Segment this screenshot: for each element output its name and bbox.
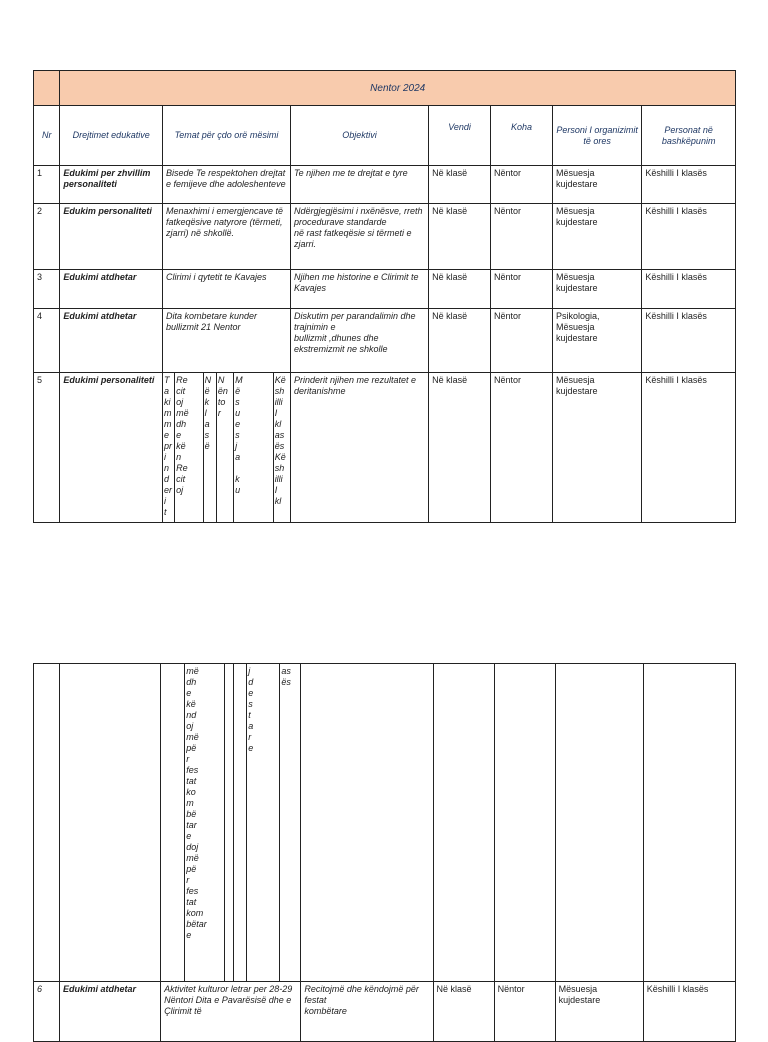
header-temat: Temat për çdo orë mësimi bbox=[162, 106, 290, 166]
cell-vendi: Në klasë bbox=[429, 204, 491, 270]
cell-nr: 1 bbox=[34, 166, 60, 204]
cell-tema: Clirimi i qytetit te Kavajes bbox=[162, 270, 290, 309]
cell-personat: Këshilli I klasës bbox=[642, 204, 736, 270]
sub-cell: Kë sh illi I kl as ës Kë sh illi I kl bbox=[273, 373, 290, 523]
cell-personi bbox=[555, 664, 643, 982]
header-drejtimet: Drejtimet edukative bbox=[60, 106, 163, 166]
cell-tema: Aktivitet kulturor letrar per 28-29 Nëntori Dita e Pavarësisë dhe e Çlirimit të bbox=[161, 982, 301, 1042]
sub-cell: N ën to r bbox=[216, 373, 233, 523]
cell-personat: Këshilli I klasës bbox=[642, 373, 736, 523]
cell-drejtimi bbox=[60, 664, 161, 982]
sub-cell bbox=[161, 664, 185, 982]
cell-koha: Nëntor bbox=[491, 204, 553, 270]
cell-objektivi: Prinderit njihen me rezultatet e deritanishme bbox=[290, 373, 428, 523]
sub-cell: j d e s t a r e bbox=[247, 664, 280, 982]
table-row bbox=[34, 204, 736, 270]
cell-vendi: Në klasë bbox=[429, 373, 491, 523]
plan-table-continued bbox=[33, 663, 736, 1042]
cell-objektivi: Njihen me historine e Clirimit te Kavajes bbox=[290, 270, 428, 309]
sub-cell: as ës bbox=[280, 664, 301, 982]
plan-table bbox=[33, 70, 736, 523]
cell-drejtimi: Edukimi atdhetar bbox=[60, 309, 163, 373]
cell-personat: Këshilli I klasës bbox=[642, 270, 736, 309]
table-row bbox=[34, 373, 736, 523]
month-title: Nentor 2024 bbox=[60, 71, 736, 106]
header-personat: Personat në bashkëpunim bbox=[642, 106, 736, 166]
table-row bbox=[34, 166, 736, 204]
cell-drejtimi: Edukimi atdhetar bbox=[60, 982, 161, 1042]
cell-drejtimi: Edukimi per zhvillim personaliteti bbox=[60, 166, 163, 204]
cell-vendi: Në klasë bbox=[429, 166, 491, 204]
table-row bbox=[34, 270, 736, 309]
cell-tema: Menaxhimi i emergjencave të fatkeqësive natyrore (tërmeti, zjarri) në shkollë. bbox=[162, 204, 290, 270]
cell-nr: 5 bbox=[34, 373, 60, 523]
cell-personat: Këshilli I klasës bbox=[642, 166, 736, 204]
header-koha: Koha bbox=[491, 106, 553, 166]
cell-vendi: Në klasë bbox=[429, 270, 491, 309]
cell-nr: 4 bbox=[34, 309, 60, 373]
cell-koha: Nëntor bbox=[491, 309, 553, 373]
cell-personi: Mësuesja kujdestare bbox=[552, 373, 641, 523]
cell-nr: 6 bbox=[34, 982, 60, 1042]
cell-nr bbox=[34, 664, 60, 982]
cell-koha: Nëntor bbox=[494, 982, 555, 1042]
cell-personat bbox=[643, 664, 735, 982]
cell-personi: Mësuesja kujdestare bbox=[552, 166, 641, 204]
cell-objektivi: Ndërgjegjësimi i nxënësve, rreth procedurave standarde në rast fatkeqësie si tërmeti e zjarri. bbox=[290, 204, 428, 270]
cell-personat: Këshilli I klasës bbox=[642, 309, 736, 373]
cell-objektivi: Te njihen me te drejtat e tyre bbox=[290, 166, 428, 204]
month-row-blank bbox=[34, 71, 60, 106]
table-row bbox=[34, 982, 736, 1042]
sub-cell: më dh e kë nd oj më pë r fes tat ko m bë tar e doj më pë r fes tat kom bëtar e bbox=[185, 664, 225, 982]
cell-drejtimi: Edukimi atdhetar bbox=[60, 270, 163, 309]
cell-drejtimi: Edukim personaliteti bbox=[60, 204, 163, 270]
cell-personi: Psikologia, Mësuesja kujdestare bbox=[552, 309, 641, 373]
table-row bbox=[34, 664, 736, 982]
cell-nr: 3 bbox=[34, 270, 60, 309]
cell-tema: Bisede Te respektohen drejtat e femijeve dhe adoleshenteve bbox=[162, 166, 290, 204]
cell-tema: Dita kombetare kunder bullizmit 21 Nentor bbox=[162, 309, 290, 373]
cell-koha: Nëntor bbox=[491, 166, 553, 204]
cell-vendi: Në klasë bbox=[433, 982, 494, 1042]
cell-personat: Këshilli I klasës bbox=[643, 982, 735, 1042]
table-row bbox=[34, 309, 736, 373]
header-vendi: Vendi bbox=[429, 106, 491, 166]
cell-personi: Mësuesja kujdestare bbox=[552, 204, 641, 270]
cell-koha: Nëntor bbox=[491, 270, 553, 309]
cell-koha: Nëntor bbox=[491, 373, 553, 523]
sub-cell: Ta ki m me pri nd eri t bbox=[162, 373, 174, 523]
cell-vendi: Në klasë bbox=[429, 309, 491, 373]
cell-vendi bbox=[433, 664, 494, 982]
header-personi: Personi I organizimit të ores bbox=[552, 106, 641, 166]
sub-cell: M ë s u e s j a k u bbox=[234, 373, 274, 523]
sub-cell: Re cit oj më dh e kë n Re cit oj bbox=[175, 373, 203, 523]
cell-objektivi bbox=[301, 664, 433, 982]
sub-cell bbox=[234, 664, 247, 982]
header-nr: Nr bbox=[34, 106, 60, 166]
cell-koha bbox=[494, 664, 555, 982]
cell-drejtimi: Edukimi personaliteti bbox=[60, 373, 163, 523]
sub-cell bbox=[225, 664, 234, 982]
cell-nr: 2 bbox=[34, 204, 60, 270]
header-objektivi: Objektivi bbox=[290, 106, 428, 166]
sub-cell: N ë k l a s ë bbox=[203, 373, 216, 523]
cell-objektivi: Recitojmë dhe këndojmë për festat kombëtare bbox=[301, 982, 433, 1042]
cell-personi: Mësuesja kujdestare bbox=[555, 982, 643, 1042]
cell-objektivi: Diskutim per parandalimin dhe trajnimin e bullizmit ,dhunes dhe ekstremizmit ne shkolle bbox=[290, 309, 428, 373]
cell-personi: Mësuesja kujdestare bbox=[552, 270, 641, 309]
